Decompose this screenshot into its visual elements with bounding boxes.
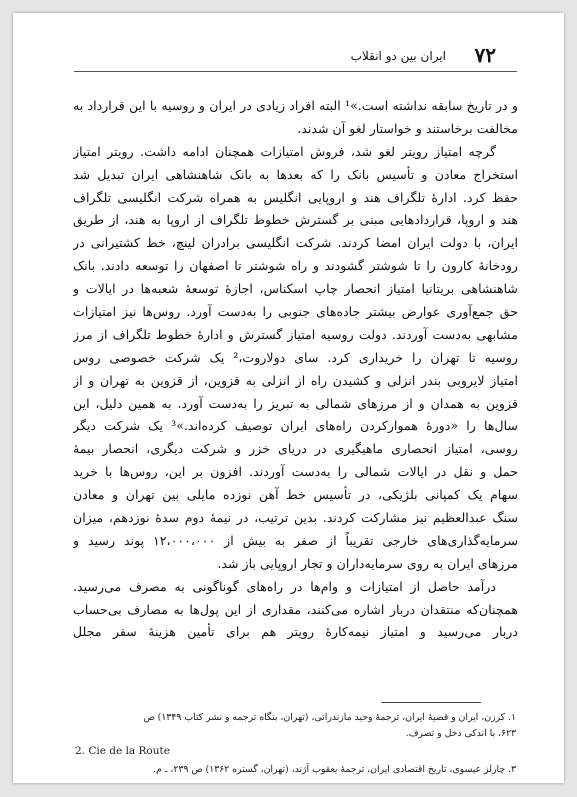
footnote-2: 2. Cie de la Route bbox=[75, 745, 170, 757]
body-line: سال‌ها را «دورهٔ هموارکردن راه‌های ایران توصیف کرده‌اند.»³ یک شرکت دیگر bbox=[73, 418, 518, 434]
body-line: دربار می‌رسید و امتیاز نیمه‌کارهٔ رویتر هم برای تأمین هزینهٔ سفر مجلل bbox=[73, 624, 518, 640]
body-line: روسی، امتیاز انحصاری ماهیگیری در دریای خزر و شرکت دیگری، انحصار بیمهٔ bbox=[73, 441, 518, 457]
footnotes bbox=[75, 710, 516, 777]
body-line: حق جمع‌آوری عوارض بیشتر جاده‌های جنوبی را به‌دست آورد. روس‌ها نیز امتیازات bbox=[73, 304, 518, 320]
body-line: رودخانهٔ کارون را تا شوشتر گشودند و راه شوشتر تا اصفهان را توسعه دادند. بانک bbox=[73, 258, 518, 274]
body-line: سهام یک کمپانی بلژیکی، در تأسیس خط آهن نوزده مایلی بین تهران و معادن bbox=[73, 487, 518, 503]
body-line: گرچه امتیاز رویتر لغو شد، فروش امتیازات همچنان ادامه داشت. رویتر امتیاز bbox=[73, 143, 496, 159]
body-line: شاهنشاهی بریتانیا امتیاز انحصار چاپ اسکناس، اجازهٔ توسعهٔ شعبه‌ها در ایالات و bbox=[73, 281, 518, 297]
body-line: مخالفت برخاستند و خواستار لغو آن شدند. bbox=[297, 120, 518, 136]
body-text bbox=[73, 95, 518, 644]
footnote-1-continued: ۶۲۳، با اندکی دخل و تصرف. bbox=[405, 727, 516, 739]
footnote-1: ۱. کرزن، ایران و قضیهٔ ایران، ترجمهٔ وحید مازندرانی، (تهران، بنگاه ترجمه و نشر کتاب ۱۳۴۹) ص bbox=[143, 712, 516, 723]
body-line: استخراج معادن و تأسیس بانک را که بعدها به بانک شاهنشاهی ایران تبدیل شد bbox=[73, 166, 518, 182]
body-line: امتیاز لایروبی بندر انزلی و کشیدن راه از انزلی به قزوین، از قزوین به تهران و از bbox=[73, 372, 518, 388]
footnote-rule bbox=[381, 702, 481, 703]
page-header bbox=[13, 43, 564, 73]
book-page bbox=[13, 13, 564, 783]
footnote-3: ۳. چارلز عیسوی، تاریخ اقتصادی ایران، ترجمهٔ یعقوب آژند، (تهران، گستره ۱۳۶۲) ص ۲۳۹، ـ م. bbox=[153, 763, 516, 775]
header-rule bbox=[74, 71, 517, 72]
body-line: حمل و نقل در ایالات شمالی را به‌دست آوردند. افزون بر این، روس‌ها با خرید bbox=[73, 464, 518, 480]
body-line: سرمایه‌گذاری‌های خارجی تقریباً از صفر به بیش از ۱۲،۰۰۰،۰۰۰ پوند رسید و bbox=[73, 532, 518, 548]
body-line: قزوین به همدان و از مرزهای شمالی به تبریز را به‌دست آورد. به همین دلیل، این bbox=[73, 395, 518, 411]
body-line: و در تاریخ سابقه نداشته است.»¹ البته افراد زیادی در ایران و روسیه با این قرارداد به bbox=[73, 98, 518, 113]
body-line: همچنان‌که منتقدان دربار اشاره می‌کنند، مقداری از این پول‌ها به مصارف بی‌حساب bbox=[73, 601, 518, 617]
body-line: درآمد حاصل از امتیازات و وام‌ها در راه‌های گوناگونی به مصرف می‌رسید. bbox=[73, 578, 496, 594]
running-title: ایران بین دو انقلاب bbox=[350, 49, 446, 63]
body-line: سنگ عبدالعظیم نیز مشارکت کردند. بدین ترتیب، در نیمهٔ دوم سدهٔ نوزدهم، میزان bbox=[73, 510, 518, 526]
body-line: مرزهای ایران به روی سرمایه‌داران و تجار اروپایی باز شد. bbox=[217, 555, 518, 571]
body-line: حفظ کرد. ادارهٔ تلگراف هند و اروپایی انگلیس به همراه شرکت انگلیسی تلگراف bbox=[73, 189, 518, 205]
body-line: مشابهی به‌دست آوردند. دولت روسیه امتیاز گسترش و ادارهٔ خطوط تلگراف از مرز bbox=[73, 326, 518, 342]
body-line: روسیه تا تهران را خریداری کرد. سای دولاروت،² یک شرکت خصوصی روس bbox=[73, 349, 518, 365]
body-line: هند و اروپا، قراردادهایی مبنی بر گسترش خطوط تلگراف از اروپا به هند، از طریق bbox=[73, 212, 518, 228]
page-number: ۷۲ bbox=[474, 43, 496, 67]
body-line: ایران، با دولت ایران امضا کردند. شرکت انگلیسی برادران لینچ، خط کشتیرانی در bbox=[73, 235, 518, 251]
